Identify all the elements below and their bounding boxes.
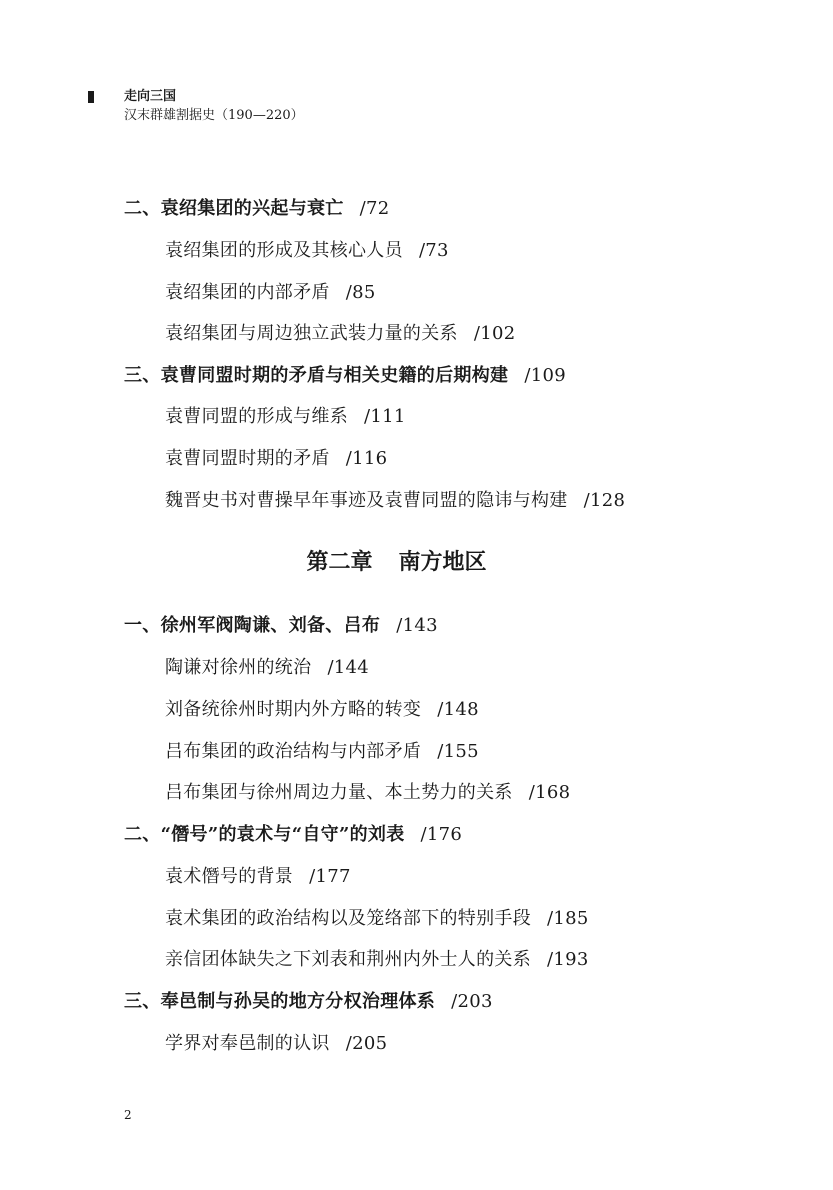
toc-subsection[interactable] xyxy=(165,656,369,680)
toc-subsection[interactable] xyxy=(165,865,351,889)
toc-subsection-title: 吕布集团的政治结构与内部矛盾 xyxy=(165,741,422,762)
toc-page-ref: /203 xyxy=(451,991,493,1012)
toc-page-ref: /185 xyxy=(547,908,589,929)
toc-section[interactable] xyxy=(124,197,390,221)
toc-page-ref: /73 xyxy=(418,240,449,261)
toc-page-ref: /205 xyxy=(345,1033,388,1054)
toc-section-title: 三、袁曹同盟时期的矛盾与相关史籍的后期构建 xyxy=(124,365,509,386)
chapter-number: 第二章 xyxy=(306,550,373,575)
chapter-heading[interactable] xyxy=(0,548,793,578)
book-subtitle: 汉末群雄割据史（190—220） xyxy=(124,108,304,123)
toc-page-ref: /155 xyxy=(437,741,479,762)
toc-section[interactable] xyxy=(124,614,438,638)
toc-section[interactable] xyxy=(124,990,493,1014)
toc-page-ref: /176 xyxy=(420,824,463,845)
toc-page-ref: /109 xyxy=(524,365,566,386)
page-number: 2 xyxy=(124,1108,132,1122)
toc-subsection[interactable] xyxy=(165,948,589,972)
toc-section[interactable] xyxy=(124,364,566,388)
toc-subsection-title: 袁术僭号的背景 xyxy=(165,866,294,887)
toc-subsection-title: 袁绍集团与周边独立武装力量的关系 xyxy=(165,323,458,344)
toc-page-ref: /85 xyxy=(345,282,376,303)
toc-subsection-title: 吕布集团与徐州周边力量、本土势力的关系 xyxy=(165,782,513,803)
toc-subsection-title: 袁曹同盟的形成与维系 xyxy=(165,406,348,427)
toc-subsection-title: 亲信团体缺失之下刘表和荆州内外士人的关系 xyxy=(165,949,531,970)
toc-page-ref: /144 xyxy=(327,657,370,678)
toc-subsection-title: 魏晋史书对曹操早年事迹及袁曹同盟的隐讳与构建 xyxy=(165,490,568,511)
toc-subsection-title: 袁绍集团的形成及其核心人员 xyxy=(165,240,403,261)
toc-page-ref: /128 xyxy=(583,490,626,511)
toc-section-title: 三、奉邑制与孙吴的地方分权治理体系 xyxy=(124,991,436,1012)
toc-page-ref: /116 xyxy=(345,448,388,469)
toc-subsection[interactable] xyxy=(165,907,589,931)
book-title: 走向三国 xyxy=(124,89,177,104)
toc-section[interactable] xyxy=(124,823,462,847)
toc-subsection[interactable] xyxy=(165,405,406,429)
toc-subsection[interactable] xyxy=(165,322,515,346)
toc-subsection-title: 袁曹同盟时期的矛盾 xyxy=(165,448,330,469)
toc-page-ref: /111 xyxy=(364,406,406,427)
toc-subsection[interactable] xyxy=(165,698,479,722)
toc-subsection-title: 袁绍集团的内部矛盾 xyxy=(165,282,330,303)
toc-page-ref: /168 xyxy=(528,782,571,803)
toc-section-title: 二、“僭号”的袁术与“自守”的刘表 xyxy=(124,824,405,845)
toc-page-ref: /102 xyxy=(473,323,516,344)
toc-subsection[interactable] xyxy=(165,281,376,305)
toc-subsection-title: 学界对奉邑制的认识 xyxy=(165,1033,330,1054)
toc-page-ref: /193 xyxy=(547,949,589,970)
toc-subsection-title: 刘备统徐州时期内外方略的转变 xyxy=(165,699,422,720)
toc-subsection-title: 袁术集团的政治结构以及笼络部下的特别手段 xyxy=(165,908,531,929)
toc-subsection[interactable] xyxy=(165,489,625,513)
toc-page-ref: /143 xyxy=(396,615,438,636)
toc-section-title: 一、徐州军阀陶谦、刘备、吕布 xyxy=(124,615,381,636)
toc-section-title: 二、袁绍集团的兴起与衰亡 xyxy=(124,198,344,219)
toc-subsection[interactable] xyxy=(165,740,479,764)
toc-page-ref: /148 xyxy=(437,699,479,720)
toc-page-ref: /72 xyxy=(359,198,390,219)
header-marker xyxy=(88,91,94,103)
toc-subsection[interactable] xyxy=(165,1032,387,1056)
chapter-title: 南方地区 xyxy=(398,550,487,575)
toc-subsection-title: 陶谦对徐州的统治 xyxy=(165,657,312,678)
toc-subsection[interactable] xyxy=(165,781,570,805)
toc-subsection[interactable] xyxy=(165,239,449,263)
toc-page-ref: /177 xyxy=(309,866,351,887)
toc-subsection[interactable] xyxy=(165,447,387,471)
